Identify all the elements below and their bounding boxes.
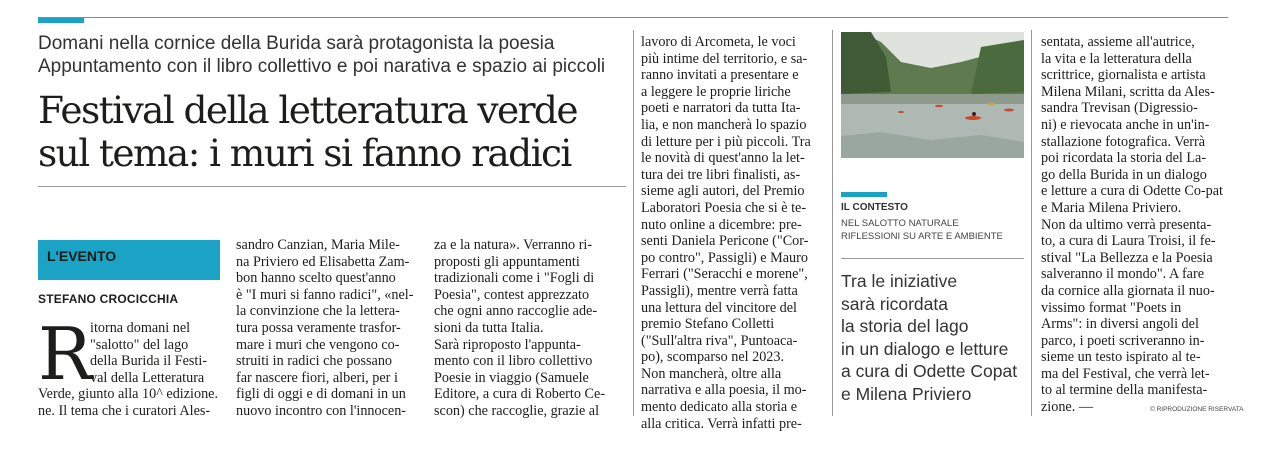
text-line: sieme agli autori, del Premio: [641, 183, 805, 200]
text-line: stival "La Bellezza e la Poesia: [1041, 249, 1213, 266]
text-line: ("Sull'altra riva", Puntoaca-: [641, 332, 798, 349]
text-line: Editore, a cura di Roberto Ce-: [434, 386, 605, 403]
text-line: far nascere fiori, alberi, per i: [236, 369, 398, 386]
text-line: e Maria Milena Priviero.: [1041, 199, 1182, 216]
column-divider: [633, 30, 634, 416]
column-divider: [832, 30, 833, 416]
headline-line-2: sul tema: i muri si fanno radici: [38, 131, 571, 175]
text-line: Sarà riproposto l'appunta-: [434, 336, 581, 353]
quote-line: Tra le iniziative: [841, 271, 958, 291]
text-line: ranno invitati a presentare e: [641, 67, 799, 84]
text-line: po contro", Passigli) e Mauro: [641, 249, 808, 266]
text-line: vissimo format "Poets in: [1041, 299, 1182, 316]
text-line: ma del Festival, che verrà let-: [1041, 365, 1210, 382]
text-line: nuto online a dicembre: pre-: [641, 216, 802, 233]
text-line: poeti e narratori da tutta Ita-: [641, 100, 801, 117]
text-line: le novità di quest'anno la let-: [641, 150, 805, 167]
context-subtitle-2: RIFLESSIONI SU ARTE E AMBIENTE: [841, 231, 1003, 242]
column-3: [434, 237, 618, 420]
text-line: sandra Trevisan (Digressio-: [1041, 100, 1198, 117]
text-line: mento con il libro collettivo: [434, 353, 593, 370]
column-6: [1041, 34, 1226, 416]
text-line: della Burida il Festi-: [90, 353, 208, 370]
text-line: lavoro di Arcometa, le voci: [641, 34, 796, 50]
text-line: la convinzione che la lettera-: [236, 303, 400, 320]
text-line: e letture a cura di Odette Co-pat: [1041, 183, 1223, 200]
text-line: figli di oggi e di domani in un: [236, 386, 406, 403]
pull-quote: [841, 270, 1031, 406]
text-line: mare i muri che vengono co-: [236, 336, 400, 353]
column-1-indented: [90, 320, 220, 386]
text-line: sioni da tutta Italia.: [434, 319, 544, 336]
copyright-notice: © RIPRODUZIONE RISERVATA: [1150, 406, 1244, 413]
drop-cap: R: [38, 312, 93, 396]
section-label: L'EVENTO: [38, 240, 220, 280]
text-line: Ferrari ("Seracchi e morene",: [641, 266, 808, 283]
text-line: stallazione fotografica. Verrà: [1041, 133, 1205, 150]
text-line: "salotto" del lago: [90, 336, 189, 353]
column-2: [236, 237, 418, 420]
context-rule: [841, 258, 1024, 259]
text-line: to, a cura di Laura Troisi, il fe-: [1041, 233, 1216, 250]
text-line: nuovo incontro con l'innocen-: [236, 402, 407, 419]
text-line: lia, e non mancherà lo spazio: [641, 116, 807, 133]
text-line: tura dei tre libri finalisti, as-: [641, 166, 801, 183]
text-line: parco, i poeti scriveranno in-: [1041, 332, 1205, 349]
text-line: salveranno il mondo". A fare: [1041, 266, 1204, 283]
text-line: Non da ultimo verrà presenta-: [1041, 216, 1212, 233]
headline-line-1: Festival della letteratura verde: [38, 88, 577, 132]
text-line: bon hanno scelto quest'anno: [236, 270, 396, 287]
quote-line: sarà ricordata: [841, 293, 948, 314]
text-line: na Priviero ed Elisabetta Zam-: [236, 253, 410, 270]
column-divider: [1031, 30, 1032, 416]
text-line: scon) che raccoglie, grazie al: [434, 402, 600, 419]
text-line: po), scomparso nel 2023.: [641, 349, 785, 366]
text-line: la vita e la letteratura della: [1041, 50, 1192, 67]
text-line: val della Letteratura: [90, 369, 205, 386]
text-line: proposti gli appuntamenti: [434, 253, 580, 270]
text-line: tura possa veramente trasfor-: [236, 319, 401, 336]
text-line: sandro Canzian, Maria Mile-: [236, 237, 400, 253]
text-line: Laboratori Poesia che si è te-: [641, 199, 807, 216]
context-title: IL CONTESTO: [841, 202, 908, 213]
text-line: za e la natura». Verranno ri-: [434, 237, 593, 253]
text-line: sieme un testo ispirato al te-: [1041, 349, 1201, 366]
text-line: Non mancherà, oltre alla: [641, 365, 782, 382]
context-subtitle-1: NEL SALOTTO NATURALE: [841, 218, 959, 229]
text-line: Poesie in viaggio (Samuele: [434, 369, 589, 386]
text-line: da cornice alla giornata il nuo-: [1041, 282, 1215, 299]
text-line: Milena Milani, scritta da Ales-: [1041, 83, 1215, 100]
text-line: Verde, giunto alla 10^ edizione.: [38, 386, 219, 402]
text-line: Arms": in diversi angoli del: [1041, 316, 1199, 333]
author-byline: STEFANO CROCICCHIA: [38, 292, 179, 306]
text-line: itorna domani nel: [90, 320, 191, 336]
text-line: premio Stefano Colletti: [641, 316, 775, 333]
text-line: scrittrice, giornalista e artista: [1041, 67, 1206, 84]
headline-rule: [38, 186, 626, 187]
text-line: struiti in radici che possano: [236, 353, 393, 370]
text-line: che ogni anno raccoglie ade-: [434, 303, 598, 320]
text-line: Passigli), mentre verrà fatta: [641, 282, 798, 299]
text-line: poi ricordata la storia del La-: [1041, 150, 1207, 167]
lake-photo: [841, 32, 1024, 158]
text-line: tradizionali come i "Fogli di: [434, 270, 595, 287]
text-line: ne. Il tema che i curatori Ales-: [38, 402, 211, 419]
column-1-rest: [38, 386, 220, 419]
text-line: senti Daniela Pericone ("Cor-: [641, 233, 809, 250]
text-line: di letture per i più piccoli. Tra: [641, 133, 811, 150]
text-line: Poesia", contest apprezzato: [434, 286, 590, 303]
context-accent-bar: [841, 192, 887, 197]
quote-line: in un dialogo e letture: [841, 338, 1009, 359]
kicker-line-1: Domani nella cornice della Burida sarà protagonista la poesia: [38, 33, 555, 54]
column-4: [641, 34, 825, 432]
text-line: sentata, assieme all'autrice,: [1041, 34, 1195, 50]
text-line: a leggere le proprie liriche: [641, 83, 791, 100]
text-line: una lettura del vincitore del: [641, 299, 798, 316]
text-line: narrativa e alla poesia, il mo-: [641, 382, 807, 399]
quote-line: la storia del lago: [841, 316, 969, 337]
text-line: to al termine della manifesta-: [1041, 382, 1208, 399]
quote-line: a cura di Odette Copat: [841, 361, 1018, 382]
quote-line: e Milena Priviero: [841, 383, 972, 404]
text-line: ni) e rievocata anche in un'in-: [1041, 116, 1210, 133]
text-line: mento dedicato alla storia e: [641, 399, 798, 416]
text-line: alla critica. Verrà infatti pre-: [641, 415, 802, 432]
text-line: zione. —: [1041, 399, 1094, 416]
text-line: è "I muri si fanno radici", «nel-: [236, 286, 414, 303]
top-rule: [38, 17, 1228, 18]
kicker-line-2: Appuntamento con il libro collettivo e poi narativa e spazio ai piccoli: [38, 56, 606, 77]
text-line: go della Burida in un dialogo: [1041, 166, 1207, 183]
text-line: più intime del territorio, e sa-: [641, 50, 808, 67]
